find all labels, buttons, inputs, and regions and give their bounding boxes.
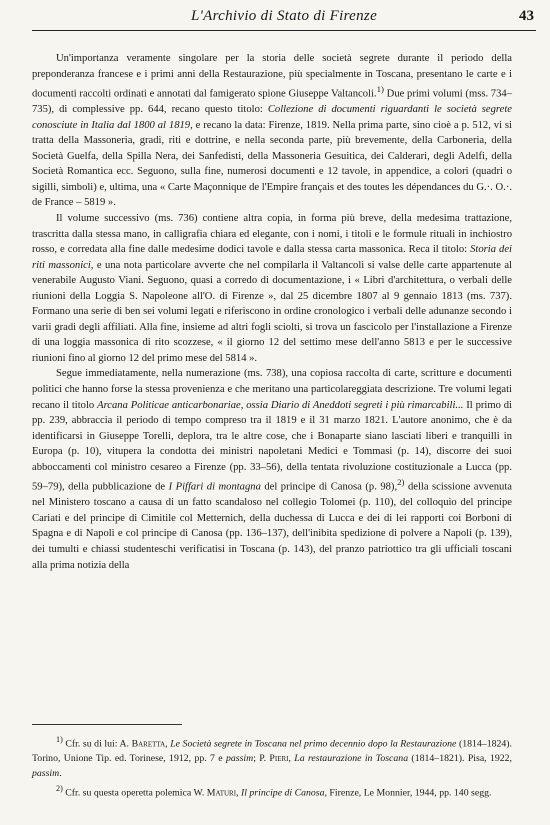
footnotes [32,732,512,801]
running-header [32,6,536,31]
italic-title: I Piffari di montagna [168,481,261,493]
italic-title: Storia dei riti massonici [32,244,513,271]
author-name: Baretta [131,738,166,750]
paragraph-3: Segue immediatamente, nella numerazione (ms. 738), una copiosa raccolta di carte, scritture e documenti politici che hanno forse la stessa provenienza e che meritano una particolareggiata descrizione. Tre volumi legati recano il titolo Arcana Politicae anticarbonariae, ossia Diario di Aneddoti segreti i più rimarcabili... Il primo di pp. 239, abbraccia il periodo di tempo compreso tra il 1819 e il 31 marzo 1821. L'autore anonimo, che è da identificarsi in Giuseppe Torelli, deplora, tra le altre cose, che i Bonaparte siano lasciati liberi e tranquilli in Europa (p. 10), vitupera la condotta dei ministri napoletani Medici e Tommasi (p. 14), discorre dei suoi abboccamenti col ministro cesareo a Firenze (pp. 33–56), della tentata rivoluzione costituzionale a Lucca (pp. 59–79), della pubblicazione de I Piffari di montagna del principe di Canosa (p. 98),$^{2)}$ della scissione avvenuta nel Ministero toscano a causa di un fatto scandaloso nel collegio Tolomei (p. 110), del colloquio del principe Cariati e del principe di Cimitile col Metternich, della duchessa di Lucca e dei di lei rapporti coi Borboni di Spagna e di Napoli e col principe di Canosa (pp. 136–137), dell'inibita spedizione di polvere a Napoli (p. 139), dei tumulti e chiassi studenteschi verificatisi in Toscana (p. 143), del pranzo patriottico tra gli ufficiali toscani alla prima notizia della [32,368,512,571]
footnote-1: $^{1)}$ Cfr. su di lui: A. Baretta, Le Società segrete in Toscana nel primo decennio dopo la Restaurazione (1814–1824). Torino, Unione Tip. ed. Torinese, 1912, pp. 7 e passim; P. Pieri, La restaurazione in Toscana (1814–1821). Pisa, 1922, passim. [32,735,513,780]
body-text [32,51,512,573]
paragraph-1: Un'importanza veramente singolare per la storia delle società segrete durante il periodo della preponderanza francese e i primi anni della Restaurazione, più specialmente in Toscana, presentano le carte e i documenti raccolti ordinati e annotati dal famigerato spione Giuseppe Valtancoli.$^{1)}$ Due primi volumi (mss. 734–735), di complessive pp. 644, recano questo titolo: Collezione di documenti riguardanti le società segrete conosciute in Italia dal 1800 al 1819, e recano la data: Firenze, 1819. Nella prima parte, sino cioè a p. 512, vi si tratta della Massoneria, gradi, riti e dottrine, e nella seconda parte, più brevemente, della Carboneria, della Società Guelfa, della Spilla Nera, dei Sanfedisti, della Massoneria Gesuitica, dei Calderari, degli Adelfi, della Società Romantica ecc. Seguono, sulla fine, numerosi documenti e 12 tavole, in appendice, a colori (quadri o sigilli, simboli) e, ultima, una « Carte Maçonnique de l'Empire français et des toutes les dépendances du G.·. O.·. de France – 5819 ». [32,53,513,209]
footnote-ref-2: 2) [397,477,405,488]
footnote-divider [32,724,182,725]
footnote-marker: 1) [56,735,63,744]
italic-title: Collezione di documenti riguardanti le società segrete conosciute in Italia dal 1800 al 1819 [32,104,513,131]
footnote-ref-1: 1) [376,84,384,95]
italic-title: La restaurazione in Toscana [294,753,409,765]
footnote-2: $^{2)}$ Cfr. su questa operetta polemica W. Maturi, Il principe di Canosa, Firenze, Le Monnier, 1944, pp. 140 segg. [56,784,492,799]
italic-title: Il principe di Canosa [240,787,325,799]
italic-title: Arcana Politicae anticarbonariae, ossia Diario di Aneddoti segreti i più rimarcabili... [97,399,464,411]
page-number: 43 [519,8,534,24]
author-name: Pieri [269,753,289,765]
running-title: L'Archivio di Stato di Firenze [190,8,378,24]
footnote-marker: 2) [56,784,63,794]
paragraph-2: Il volume successivo (ms. 736) contiene altra copia, in forma più breve, della medesima trattazione, trascritta dalla stessa mano, in calligrafia chiara ed elegante, con i nomi, i titoli e le formule rituali in inchiostro rosso, e corredata alla fine dalle medesime dodici tavole e dalla stessa carta massonica. Reca il titolo: Storia dei riti massonici, e una nota particolare avverte che nel compilarla il Valtancoli si valse delle carte appartenute al venerabile Augusto Viani. Seguono, quasi a corredo di documentazione, i « Libri d'architettura, o verbali delle riunioni della Loggia S. Napoleone all'O. di Firenze », dal 25 dicembre 1807 al 9 gennaio 1813 (ms. 737). Formano una serie di ben sei volumi legati e riferiscono in ordine cronologico i verbali delle adunanze secondo i varii gradi degli affiliati. Alla fine, insieme ad altri fogli sciolti, si trova un fascicolo per l'installazione a Firenze di una loggia massonica di rito scozzese, « il giorno 12 del settimo mese dell'anno 5813 e per le successive riunioni fino al giorno 12 del primo mese del 5814 ». [32,213,513,364]
author-name: Maturi [206,787,237,799]
italic-title: Le Società segrete in Toscana nel primo decennio dopo la Restaurazione [170,738,457,750]
